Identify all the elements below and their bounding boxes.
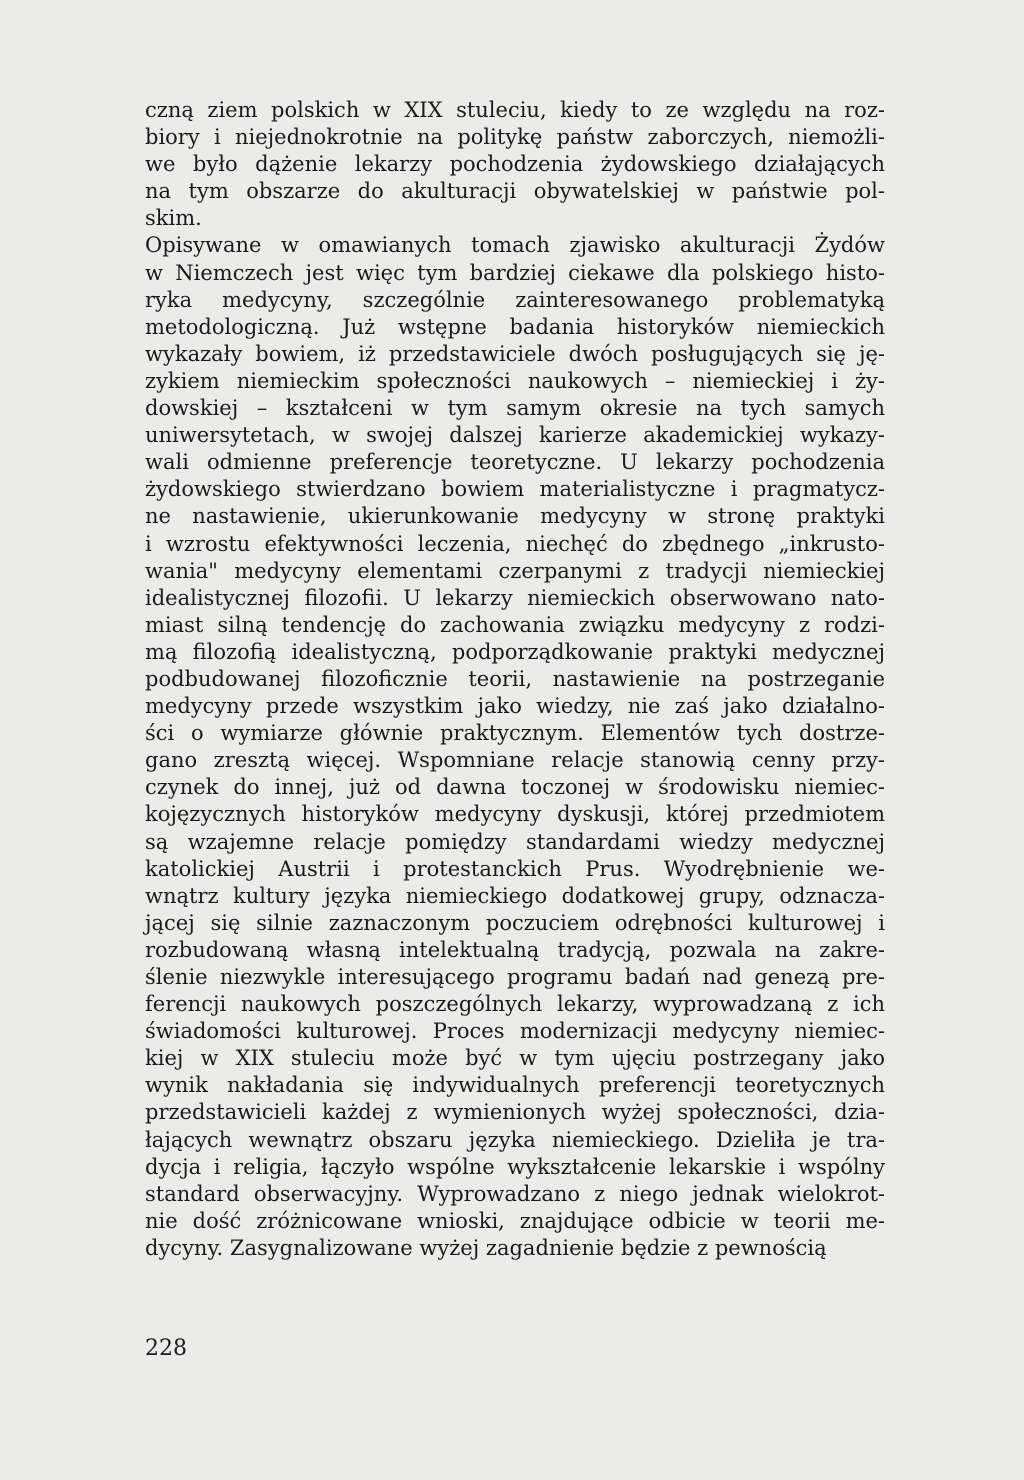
text-line: biory i niejednokrotnie na politykę państw zaborczych, niemożli- — [145, 125, 885, 150]
text-line: podbudowanej filozoficznie teorii, nastawienie na postrzeganie — [145, 666, 885, 691]
text-line: gano zresztą więcej. Wspomniane relacje stanowią cenny przy- — [145, 748, 885, 773]
text-line: dycyny. Zasygnalizowane wyżej zagadnienie będzie z pewnością — [145, 1235, 827, 1260]
text-line: i wzrostu efektywności leczenia, niechęć do zbędnego „inkrusto- — [145, 531, 885, 556]
text-line: w Niemczech jest więc tym bardziej ciekawe dla polskiego histo- — [145, 260, 885, 285]
text-line: katolickiej Austrii i protestanckich Prus. Wyodrębnienie we- — [145, 856, 885, 881]
page-number: 228 — [145, 1336, 187, 1361]
text-line: wnątrz kultury języka niemieckiego dodatkowej grupy, odznacza- — [145, 883, 885, 908]
text-line: przedstawicieli każdej z wymienionych wyżej społeczności, dzia- — [145, 1100, 885, 1125]
paragraph — [145, 232, 885, 1262]
text-line: wykazały bowiem, iż przedstawiciele dwóch posługujących się ję- — [145, 341, 885, 366]
text-line: ryka medycyny, szczególnie zainteresowanego problematyką — [145, 287, 885, 312]
body-text — [145, 97, 885, 1262]
text-line: uniwersytetach, w swojej dalszej karierze akademickiej wykazy- — [145, 423, 885, 448]
text-line: ści o wymiarze głównie praktycznym. Elementów tych dostrze- — [145, 721, 885, 746]
text-line: rozbudowaną własną intelektualną tradycją, pozwala na zakre- — [145, 937, 885, 962]
text-line: łających wewnątrz obszaru języka niemieckiego. Dzieliła je tra- — [145, 1127, 885, 1152]
text-line: kojęzycznych historyków medycyny dyskusji, której przedmiotem — [145, 802, 885, 827]
text-line: żydowskiego stwierdzano bowiem materialistyczne i pragmatycz- — [145, 477, 885, 502]
text-line: wania" medycyny elementami czerpanymi z tradycji niemieckiej — [145, 558, 885, 583]
text-line: wali odmienne preferencje teoretyczne. U lekarzy pochodzenia — [145, 450, 885, 475]
text-line: metodologiczną. Już wstępne badania historyków niemieckich — [145, 314, 885, 339]
text-line: są wzajemne relacje pomiędzy standardami wiedzy medycznej — [145, 829, 885, 854]
text-line: ferencji naukowych poszczególnych lekarzy, wyprowadzaną z ich — [145, 992, 885, 1017]
text-line: idealistycznej filozofii. U lekarzy niemieckich obserwowano nato- — [145, 585, 885, 610]
text-line: na tym obszarze do akulturacji obywatelskiej w państwie pol- — [145, 179, 885, 204]
text-line: kiej w XIX stuleciu może być w tym ujęciu postrzegany jako — [145, 1046, 885, 1071]
text-line: jącej się silnie zaznaczonym poczuciem odrębności kulturowej i — [145, 910, 885, 935]
text-line: miast silną tendencję do zachowania związku medycyny z rodzi- — [145, 612, 885, 637]
text-line: skim. — [145, 206, 202, 231]
text-line: czną ziem polskich w XIX stuleciu, kiedy to ze względu na roz- — [145, 98, 885, 122]
text-line: we było dążenie lekarzy pochodzenia żydowskiego działających — [145, 152, 885, 177]
text-line: ne nastawienie, ukierunkowanie medycyny w stronę praktyki — [145, 504, 885, 529]
text-line: wynik nakładania się indywidualnych preferencji teoretycznych — [145, 1073, 885, 1098]
text-line: zykiem niemieckim społeczności naukowych – niemieckiej i ży- — [145, 368, 885, 393]
text-line: dowskiej – kształceni w tym samym okresie na tych samych — [145, 396, 885, 421]
text-line: medycyny przede wszystkim jako wiedzy, nie zaś jako działalno- — [145, 694, 885, 719]
text-line: czynek do innej, już od dawna toczonej w środowisku niemiec- — [145, 775, 885, 800]
text-line: mą filozofią idealistyczną, podporządkowanie praktyki medycznej — [145, 639, 885, 664]
text-line: ślenie niezwykle interesującego programu badań nad genezą pre- — [145, 965, 885, 989]
text-line: standard obserwacyjny. Wyprowadzano z niego jednak wielokrot- — [145, 1181, 885, 1206]
paragraph — [145, 97, 885, 232]
text-line: świadomości kulturowej. Proces modernizacji medycyny niemiec- — [145, 1019, 885, 1044]
text-line: dycja i religia, łączyło wspólne wykształcenie lekarskie i wspólny — [145, 1154, 885, 1179]
text-line: Opisywane w omawianych tomach zjawisko akulturacji Żydów — [145, 233, 885, 258]
text-line: nie dość zróżnicowane wnioski, znajdujące odbicie w teorii me- — [145, 1208, 885, 1233]
